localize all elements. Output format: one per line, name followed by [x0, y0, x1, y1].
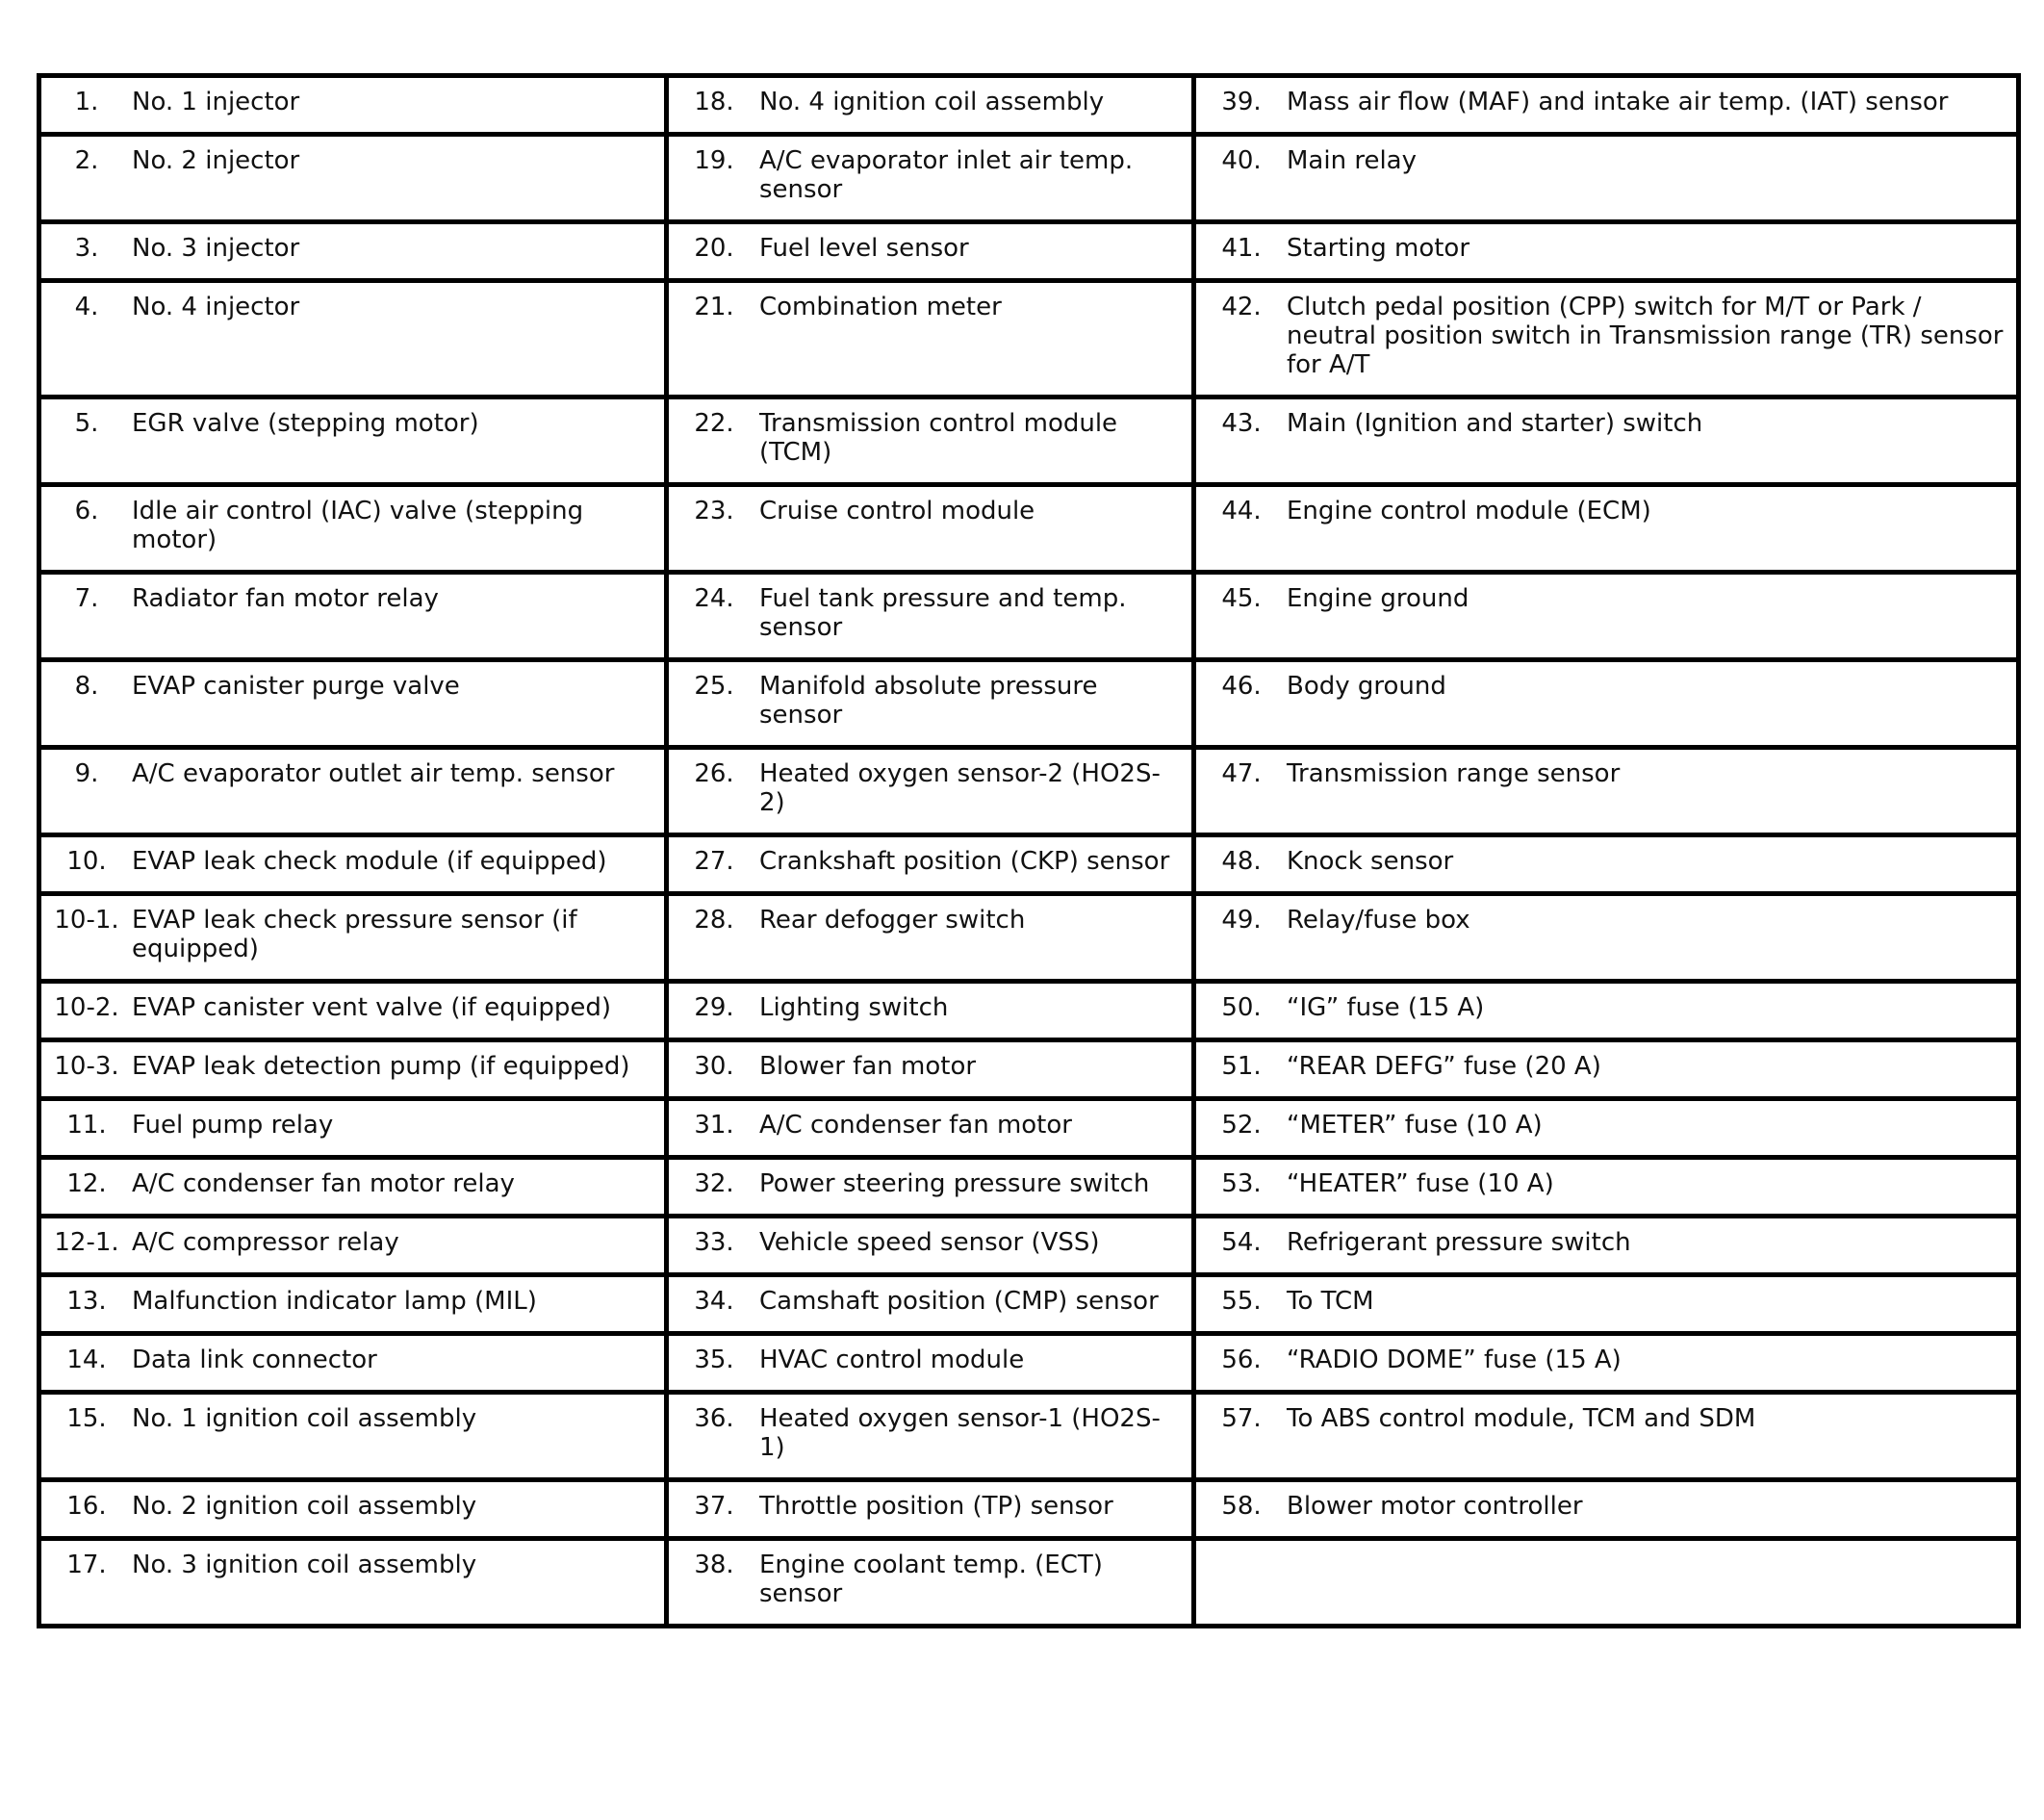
item-number: 14. — [66, 1346, 107, 1374]
item-description: Vehicle speed sensor (VSS) — [759, 1228, 1100, 1257]
legend-cell — [39, 485, 667, 573]
item-description: No. 2 injector — [132, 146, 300, 175]
table-row — [39, 1158, 2019, 1217]
item-description: No. 3 ignition coil assembly — [132, 1551, 477, 1579]
legend-cell — [667, 76, 1194, 135]
item-description: “RADIO DOME” fuse (15 A) — [1287, 1346, 1622, 1374]
legend-item — [673, 759, 1188, 817]
legend-item — [673, 1404, 1188, 1462]
legend-item — [1200, 88, 2012, 116]
legend-cell — [1194, 485, 2019, 573]
item-description: To TCM — [1287, 1287, 1374, 1316]
item-number: 13. — [66, 1287, 107, 1316]
legend-item — [1200, 1169, 2012, 1198]
item-description: EGR valve (stepping motor) — [132, 409, 479, 438]
legend-cell — [1194, 573, 2019, 660]
item-number: 47. — [1221, 759, 1262, 788]
empty-cell — [1194, 1539, 2019, 1627]
item-description: Heated oxygen sensor-2 (HO2S-2) — [759, 759, 1161, 817]
legend-item — [1200, 672, 2012, 701]
legend-cell — [39, 1040, 667, 1099]
item-number: 28. — [694, 906, 734, 935]
legend-cell — [1194, 1099, 2019, 1158]
item-number: 1. — [74, 88, 99, 116]
item-number: 42. — [1221, 293, 1262, 321]
table-row — [39, 660, 2019, 748]
item-number: 53. — [1221, 1169, 1262, 1198]
item-number: 43. — [1221, 409, 1262, 438]
item-description: Engine ground — [1287, 584, 1469, 613]
item-description: Refrigerant pressure switch — [1287, 1228, 1631, 1257]
legend-item — [45, 293, 660, 321]
legend-item — [673, 1228, 1188, 1257]
legend-cell — [667, 660, 1194, 748]
legend-item — [45, 1169, 660, 1198]
table-row — [39, 485, 2019, 573]
legend-cell — [39, 1480, 667, 1539]
legend-cell — [1194, 76, 2019, 135]
item-description: Blower motor controller — [1287, 1492, 1583, 1521]
legend-item — [45, 1052, 660, 1081]
legend-item — [673, 1346, 1188, 1374]
table-row — [39, 982, 2019, 1040]
legend-cell — [39, 222, 667, 281]
table-row — [39, 222, 2019, 281]
legend-cell — [667, 573, 1194, 660]
item-number: 11. — [66, 1111, 107, 1140]
legend-item — [1200, 759, 2012, 788]
legend-cell — [1194, 748, 2019, 835]
legend-item — [1200, 234, 2012, 263]
table-row — [39, 835, 2019, 894]
item-description: A/C compressor relay — [132, 1228, 399, 1257]
legend-item — [1200, 1404, 2012, 1433]
item-number: 50. — [1221, 993, 1262, 1022]
item-number: 36. — [694, 1404, 734, 1433]
legend-item — [45, 906, 660, 963]
item-description: Idle air control (IAC) valve (stepping motor) — [132, 497, 584, 554]
item-description: Lighting switch — [759, 993, 949, 1022]
item-number: 10-3. — [54, 1052, 119, 1081]
legend-cell — [39, 573, 667, 660]
item-number: 3. — [74, 234, 99, 263]
legend-cell — [667, 485, 1194, 573]
item-description: Heated oxygen sensor-1 (HO2S-1) — [759, 1404, 1161, 1462]
legend-cell — [667, 281, 1194, 397]
item-number: 32. — [694, 1169, 734, 1198]
table-row — [39, 1480, 2019, 1539]
legend-item — [673, 584, 1188, 642]
item-number: 8. — [74, 672, 99, 701]
item-description: A/C condenser fan motor — [759, 1111, 1072, 1140]
item-number: 45. — [1221, 584, 1262, 613]
item-number: 15. — [66, 1404, 107, 1433]
item-number: 35. — [694, 1346, 734, 1374]
legend-cell — [1194, 1158, 2019, 1217]
item-description: Camshaft position (CMP) sensor — [759, 1287, 1159, 1316]
item-description: A/C evaporator inlet air temp. sensor — [759, 146, 1134, 204]
legend-item — [673, 1111, 1188, 1140]
legend-item — [673, 1287, 1188, 1316]
legend-cell — [39, 1334, 667, 1393]
legend-cell — [1194, 135, 2019, 222]
item-number: 9. — [74, 759, 99, 788]
item-number: 31. — [694, 1111, 734, 1140]
item-number: 27. — [694, 847, 734, 876]
item-number: 2. — [74, 146, 99, 175]
legend-item — [45, 1228, 660, 1257]
legend-item — [45, 88, 660, 116]
legend-cell — [39, 1099, 667, 1158]
item-description: Fuel tank pressure and temp. sensor — [759, 584, 1127, 642]
item-description: Throttle position (TP) sensor — [759, 1492, 1113, 1521]
legend-cell — [667, 835, 1194, 894]
legend-cell — [667, 1275, 1194, 1334]
legend-item — [45, 497, 660, 554]
item-description: EVAP leak check pressure sensor (if equipped) — [132, 906, 577, 963]
item-number: 21. — [694, 293, 734, 321]
item-description: To ABS control module, TCM and SDM — [1287, 1404, 1756, 1433]
item-description: EVAP canister vent valve (if equipped) — [132, 993, 612, 1022]
item-number: 39. — [1221, 88, 1262, 116]
legend-item — [45, 847, 660, 876]
legend-cell — [667, 1040, 1194, 1099]
legend-cell — [1194, 397, 2019, 485]
item-description: Transmission range sensor — [1287, 759, 1621, 788]
item-number: 24. — [694, 584, 734, 613]
item-number: 44. — [1221, 497, 1262, 525]
item-number: 37. — [694, 1492, 734, 1521]
item-description: Starting motor — [1287, 234, 1470, 263]
item-description: No. 1 ignition coil assembly — [132, 1404, 477, 1433]
item-description: Cruise control module — [759, 497, 1035, 525]
legend-item — [673, 146, 1188, 204]
item-number: 30. — [694, 1052, 734, 1081]
item-description: Engine control module (ECM) — [1287, 497, 1651, 525]
legend-cell — [39, 397, 667, 485]
legend-cell — [1194, 982, 2019, 1040]
item-description: Power steering pressure switch — [759, 1169, 1150, 1198]
legend-item — [673, 497, 1188, 525]
item-number: 58. — [1221, 1492, 1262, 1521]
item-description: Body ground — [1287, 672, 1446, 701]
legend-item — [673, 88, 1188, 116]
legend-cell — [667, 982, 1194, 1040]
item-description: No. 4 ignition coil assembly — [759, 88, 1105, 116]
legend-cell — [1194, 1393, 2019, 1480]
item-number: 17. — [66, 1551, 107, 1579]
legend-item — [1200, 1111, 2012, 1140]
item-number: 6. — [74, 497, 99, 525]
legend-item — [1200, 497, 2012, 525]
item-number: 10-1. — [54, 906, 119, 935]
component-legend-table — [37, 73, 2021, 1628]
item-description: Rear defogger switch — [759, 906, 1026, 935]
item-description: Mass air flow (MAF) and intake air temp. (IAT) sensor — [1287, 88, 1949, 116]
legend-item — [45, 1551, 660, 1579]
table-row — [39, 894, 2019, 982]
legend-cell — [667, 1158, 1194, 1217]
legend-item — [45, 1492, 660, 1521]
item-description: “REAR DEFG” fuse (20 A) — [1287, 1052, 1601, 1081]
item-description: Crankshaft position (CKP) sensor — [759, 847, 1170, 876]
legend-item — [1200, 584, 2012, 613]
item-description: “METER” fuse (10 A) — [1287, 1111, 1543, 1140]
legend-item — [673, 1492, 1188, 1521]
item-description: Data link connector — [132, 1346, 377, 1374]
legend-cell — [39, 135, 667, 222]
item-description: A/C evaporator outlet air temp. sensor — [132, 759, 615, 788]
legend-item — [673, 1169, 1188, 1198]
item-description: Combination meter — [759, 293, 1002, 321]
item-description: EVAP leak detection pump (if equipped) — [132, 1052, 630, 1081]
table-row — [39, 76, 2019, 135]
legend-cell — [667, 1217, 1194, 1275]
table-row — [39, 1539, 2019, 1627]
legend-item — [673, 1551, 1188, 1608]
item-number: 19. — [694, 146, 734, 175]
item-description: Clutch pedal position (CPP) switch for M/T or Park / neutral position switch in Transmission range (TR) sensor for A/T — [1287, 293, 2004, 379]
item-number: 23. — [694, 497, 734, 525]
item-description: No. 2 ignition coil assembly — [132, 1492, 477, 1521]
legend-cell — [1194, 1040, 2019, 1099]
item-description: Fuel level sensor — [759, 234, 969, 263]
item-description: Blower fan motor — [759, 1052, 977, 1081]
legend-cell — [667, 1480, 1194, 1539]
item-number: 54. — [1221, 1228, 1262, 1257]
legend-item — [673, 409, 1188, 467]
legend-cell — [1194, 1217, 2019, 1275]
item-number: 18. — [694, 88, 734, 116]
legend-cell — [39, 982, 667, 1040]
item-number: 10-2. — [54, 993, 119, 1022]
legend-cell — [667, 894, 1194, 982]
legend-cell — [39, 1158, 667, 1217]
legend-item — [45, 1404, 660, 1433]
legend-item — [673, 993, 1188, 1022]
legend-item — [1200, 993, 2012, 1022]
item-number: 38. — [694, 1551, 734, 1579]
legend-item — [673, 906, 1188, 935]
legend-item — [1200, 1052, 2012, 1081]
table-row — [39, 748, 2019, 835]
item-number: 12. — [66, 1169, 107, 1198]
legend-item — [45, 1287, 660, 1316]
item-number: 34. — [694, 1287, 734, 1316]
item-description: No. 1 injector — [132, 88, 300, 116]
legend-cell — [1194, 1275, 2019, 1334]
legend-item — [1200, 1228, 2012, 1257]
table-row — [39, 573, 2019, 660]
legend-item — [673, 1052, 1188, 1081]
item-description: No. 3 injector — [132, 234, 300, 263]
legend-cell — [1194, 1334, 2019, 1393]
legend-cell — [667, 222, 1194, 281]
item-number: 55. — [1221, 1287, 1262, 1316]
table-row — [39, 1217, 2019, 1275]
item-number: 48. — [1221, 847, 1262, 876]
legend-cell — [39, 1393, 667, 1480]
legend-item — [673, 672, 1188, 730]
legend-cell — [1194, 660, 2019, 748]
item-number: 40. — [1221, 146, 1262, 175]
table-row — [39, 1099, 2019, 1158]
item-description: No. 4 injector — [132, 293, 300, 321]
legend-cell — [39, 281, 667, 397]
item-description: Fuel pump relay — [132, 1111, 334, 1140]
legend-item — [1200, 146, 2012, 175]
legend-item — [45, 1346, 660, 1374]
legend-item — [1200, 293, 2012, 379]
table-row — [39, 1393, 2019, 1480]
item-description: Engine coolant temp. (ECT) sensor — [759, 1551, 1103, 1608]
legend-item — [45, 146, 660, 175]
legend-body — [39, 76, 2019, 1627]
table-row — [39, 135, 2019, 222]
legend-cell — [39, 835, 667, 894]
legend-cell — [39, 1275, 667, 1334]
item-number: 56. — [1221, 1346, 1262, 1374]
legend-item — [673, 847, 1188, 876]
legend-item — [1200, 906, 2012, 935]
item-description: EVAP canister purge valve — [132, 672, 460, 701]
item-number: 7. — [74, 584, 99, 613]
legend-cell — [667, 1334, 1194, 1393]
legend-item — [1200, 1287, 2012, 1316]
legend-cell — [39, 1217, 667, 1275]
legend-cell — [1194, 835, 2019, 894]
legend-item — [45, 993, 660, 1022]
legend-cell — [1194, 894, 2019, 982]
legend-item — [1200, 1346, 2012, 1374]
item-number: 10. — [66, 847, 107, 876]
legend-item — [45, 1111, 660, 1140]
item-description: Main (Ignition and starter) switch — [1287, 409, 1703, 438]
item-number: 49. — [1221, 906, 1262, 935]
legend-item — [45, 672, 660, 701]
legend-item — [45, 409, 660, 438]
item-description: Manifold absolute pressure sensor — [759, 672, 1098, 730]
item-number: 41. — [1221, 234, 1262, 263]
legend-item — [1200, 847, 2012, 876]
item-number: 25. — [694, 672, 734, 701]
item-description: “IG” fuse (15 A) — [1287, 993, 1485, 1022]
item-description: A/C condenser fan motor relay — [132, 1169, 515, 1198]
legend-cell — [1194, 281, 2019, 397]
item-number: 46. — [1221, 672, 1262, 701]
legend-cell — [39, 1539, 667, 1627]
legend-cell — [667, 135, 1194, 222]
legend-cell — [667, 1099, 1194, 1158]
item-number: 29. — [694, 993, 734, 1022]
item-number: 12-1. — [54, 1228, 119, 1257]
item-number: 52. — [1221, 1111, 1262, 1140]
item-number: 51. — [1221, 1052, 1262, 1081]
item-number: 57. — [1221, 1404, 1262, 1433]
legend-item — [673, 234, 1188, 263]
legend-item — [45, 584, 660, 613]
legend-cell — [667, 1393, 1194, 1480]
legend-item — [45, 759, 660, 788]
legend-cell — [1194, 222, 2019, 281]
item-description: Radiator fan motor relay — [132, 584, 439, 613]
item-number: 16. — [66, 1492, 107, 1521]
legend-cell — [667, 397, 1194, 485]
legend-item — [1200, 1492, 2012, 1521]
item-number: 33. — [694, 1228, 734, 1257]
table-row — [39, 1275, 2019, 1334]
legend-item — [1200, 409, 2012, 438]
legend-cell — [39, 894, 667, 982]
legend-item — [45, 234, 660, 263]
item-description: Knock sensor — [1287, 847, 1454, 876]
item-description: Relay/fuse box — [1287, 906, 1470, 935]
table-row — [39, 397, 2019, 485]
item-number: 4. — [74, 293, 99, 321]
item-number: 26. — [694, 759, 734, 788]
legend-cell — [39, 748, 667, 835]
legend-item — [673, 293, 1188, 321]
legend-cell — [667, 1539, 1194, 1627]
legend-cell — [1194, 1480, 2019, 1539]
legend-cell — [667, 748, 1194, 835]
item-description: Main relay — [1287, 146, 1417, 175]
item-description: Malfunction indicator lamp (MIL) — [132, 1287, 537, 1316]
item-description: HVAC control module — [759, 1346, 1025, 1374]
item-number: 5. — [74, 409, 99, 438]
item-number: 22. — [694, 409, 734, 438]
table-row — [39, 281, 2019, 397]
legend-cell — [39, 76, 667, 135]
item-description: Transmission control module (TCM) — [759, 409, 1118, 467]
item-description: EVAP leak check module (if equipped) — [132, 847, 607, 876]
item-number: 20. — [694, 234, 734, 263]
legend-cell — [39, 660, 667, 748]
table-row — [39, 1334, 2019, 1393]
item-description: “HEATER” fuse (10 A) — [1287, 1169, 1554, 1198]
table-row — [39, 1040, 2019, 1099]
